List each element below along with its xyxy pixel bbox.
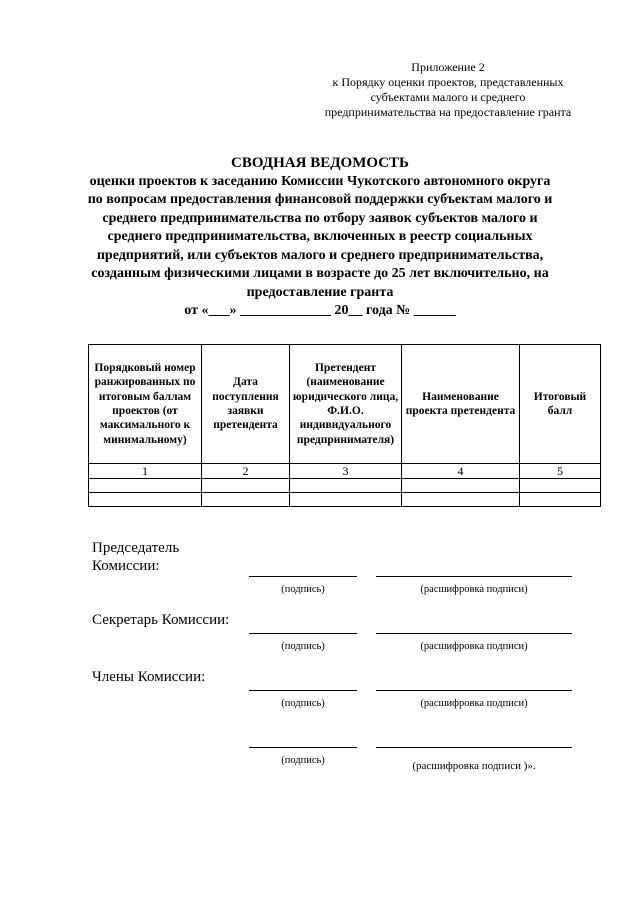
title-line: среднего предпринимательства по отбору заявок субъектов малого и <box>102 210 538 226</box>
members-label: Члены Комиссии: <box>92 669 206 685</box>
member-signature-line[interactable] <box>249 690 357 691</box>
table-number-row <box>89 464 601 479</box>
table-cell[interactable] <box>402 479 520 493</box>
chairman-label <box>92 539 179 575</box>
table-cell[interactable] <box>520 493 601 507</box>
table-cell[interactable] <box>290 493 402 507</box>
title-line: среднего предпринимательства, включенных в реестр социальных <box>107 229 533 244</box>
table-cell[interactable] <box>290 479 402 493</box>
signature-caption: (подпись) <box>281 584 325 595</box>
document-title <box>70 154 570 321</box>
table-cell[interactable] <box>202 493 290 507</box>
col-header-score: Итоговый балл <box>520 345 601 464</box>
title-line: предприятий, или субъектов малого и среднего предпринимательства, <box>96 247 544 263</box>
signature-caption: (подпись) <box>281 641 325 652</box>
decoding-caption: (расшифровка подписи) <box>420 584 528 595</box>
appendix-line: предпринимательства на предоставление гранта <box>324 105 572 119</box>
table-cell[interactable] <box>202 479 290 493</box>
title-date-line: от «___» _____________ 20__ года № ______ <box>184 303 456 318</box>
title-main: СВОДНАЯ ВЕДОМОСТЬ <box>231 155 409 171</box>
decoding-caption-final: (расшифровка подписи )». <box>412 760 536 772</box>
col-number: 4 <box>402 464 520 479</box>
col-header-rank: Порядковый номер ранжированных по итоговым баллам проектов (от максимального к минимальному) <box>89 345 202 464</box>
member-decoding-line[interactable] <box>376 747 572 748</box>
secretary-decoding-line[interactable] <box>376 633 572 634</box>
chairman-decoding-line[interactable] <box>376 576 572 577</box>
col-number: 3 <box>290 464 402 479</box>
title-line: предоставление гранта <box>246 284 394 300</box>
signature-caption: (подпись) <box>281 755 325 766</box>
appendix-line: Приложение 2 <box>411 60 485 74</box>
signature-caption: (подпись) <box>281 698 325 709</box>
member-signature-line[interactable] <box>249 747 357 748</box>
member-decoding-line[interactable] <box>376 690 572 691</box>
title-line: созданным физическими лицами в возрасте до 25 лет включительно, на <box>91 266 549 281</box>
secretary-signature-line[interactable] <box>249 633 357 634</box>
appendix-line: субъектами малого и среднего <box>370 90 526 104</box>
title-line: оценки проектов к заседанию Комиссии Чукотского автономного округа <box>89 173 551 189</box>
title-line: по вопросам предоставления финансовой поддержки субъектам малого и <box>87 192 553 207</box>
chairman-signature-line[interactable] <box>249 576 357 577</box>
table-row <box>89 493 601 507</box>
appendix-header <box>298 60 598 120</box>
col-number: 1 <box>89 464 202 479</box>
col-number: 5 <box>520 464 601 479</box>
table-header-row <box>89 345 601 464</box>
table-cell[interactable] <box>89 493 202 507</box>
decoding-caption: (расшифровка подписи) <box>420 698 528 709</box>
col-number: 2 <box>202 464 290 479</box>
table-cell[interactable] <box>89 479 202 493</box>
secretary-label: Секретарь Комиссии: <box>92 612 230 628</box>
chairman-label-line: Председатель <box>92 540 180 556</box>
appendix-line: к Порядку оценки проектов, представленных <box>332 75 564 89</box>
chairman-label-line: Комиссии: <box>92 558 160 574</box>
col-header-project: Наименование проекта претендента <box>402 345 520 464</box>
table-cell[interactable] <box>402 493 520 507</box>
table-cell[interactable] <box>520 479 601 493</box>
decoding-caption: (расшифровка подписи) <box>420 641 528 652</box>
summary-table <box>88 344 601 507</box>
col-header-date: Дата поступления заявки претендента <box>202 345 290 464</box>
col-header-applicant: Претендент (наименование юридического лица, Ф.И.О. индивидуального предпринимателя) <box>290 345 402 464</box>
table-row <box>89 479 601 493</box>
